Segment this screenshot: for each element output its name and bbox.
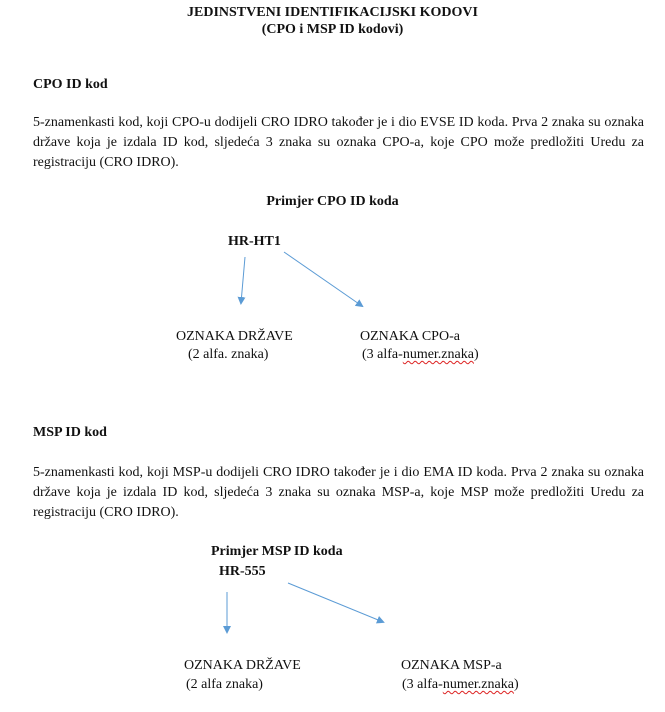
document-title: JEDINSTVENI IDENTIFIKACIJSKI KODOVI (187, 5, 478, 20)
msp-paragraph: 5-znamenkasti kod, koji MSP-u dodijeli CRO IDRO također je i dio EMA ID koda. Prva 2 znaka su oznaka države koja je izdala ID kod, sljedeća 3 znaka su oznaka MSP-a, koje MSP može predložiti Uredu za registraciju (CRO IDRO). (33, 465, 644, 520)
cpo-country-sub: (2 alfa. znaka) (188, 347, 269, 362)
cpo-arrow-country (241, 257, 245, 303)
spellcheck-flagged-text: numer.znaka (442, 677, 514, 692)
cpo-example-title: Primjer CPO ID koda (266, 194, 399, 209)
msp-heading: MSP ID kod (33, 425, 107, 440)
cpo-example-code: HR-HT1 (228, 234, 281, 249)
cpo-arrow-operator (284, 252, 362, 306)
msp-country-sub: (2 alfa znaka) (186, 677, 263, 692)
msp-arrow-provider (288, 583, 383, 622)
sub-prefix: (3 alfa- (402, 677, 443, 692)
spellcheck-flagged-text: numer.znaka (402, 347, 474, 362)
sub-suffix: ) (473, 347, 479, 362)
msp-provider-label: OZNAKA MSP-a (401, 658, 502, 673)
msp-example-code: HR-555 (219, 564, 266, 579)
sub-prefix: (3 alfa- (362, 347, 403, 362)
cpo-paragraph: 5-znamenkasti kod, koji CPO-u dodijeli CRO IDRO također je i dio EVSE ID koda. Prva 2 znaka su oznaka države koja je izdala ID kod, sljedeća 3 znaka su oznaka CPO-a, koje CPO može predložiti Uredu za registraciju (CRO IDRO). (33, 115, 644, 170)
cpo-heading: CPO ID kod (33, 77, 108, 92)
sub-suffix: ) (513, 677, 519, 692)
msp-example-title: Primjer MSP ID koda (211, 544, 343, 559)
msp-country-label: OZNAKA DRŽAVE (184, 658, 301, 673)
cpo-operator-label: OZNAKA CPO-a (360, 329, 460, 344)
document-subtitle: (CPO i MSP ID kodovi) (261, 22, 404, 37)
cpo-country-label: OZNAKA DRŽAVE (176, 329, 293, 344)
